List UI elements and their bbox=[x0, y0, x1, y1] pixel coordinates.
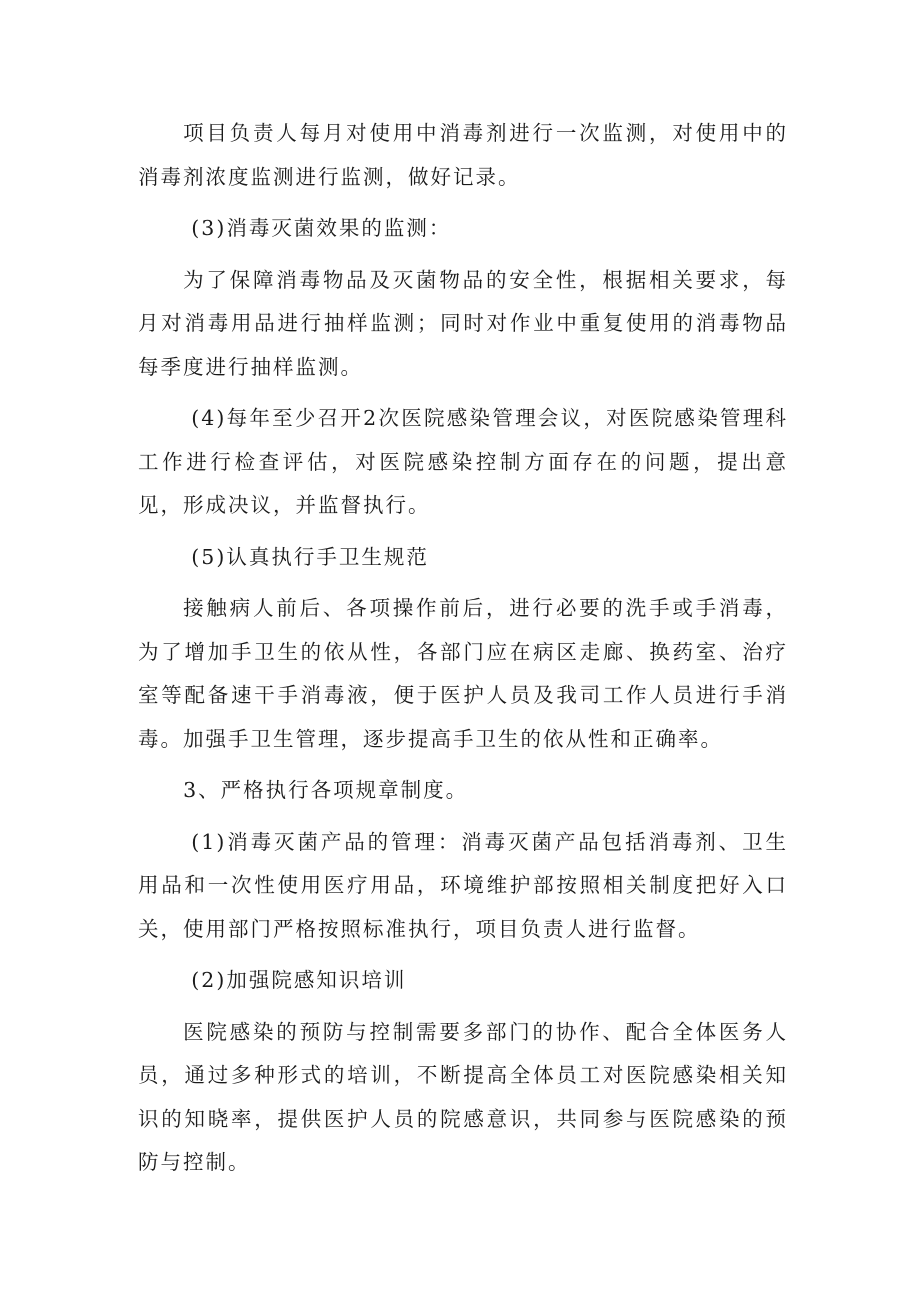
paragraph-infection-meetings: (4)每年至少召开2次医院感染管理会议，对医院感染管理科工作进行检查评估，对医院感染控制方面存在的问题，提出意见，形成决议，并监督执行。 bbox=[138, 406, 788, 517]
paragraph-sampling-monitoring: 为了保障消毒物品及灭菌物品的安全性，根据相关要求，每月对消毒用品进行抽样监测；同时对作业中重复使用的消毒物品每季度进行抽样监测。 bbox=[138, 267, 788, 379]
heading-infection-training: (2)加强院感知识培训 bbox=[191, 968, 407, 992]
paragraph-hand-washing: 接触病人前后、各项操作前后，进行必要的洗手或手消毒，为了增加手卫生的依从性，各部门应在病区走廊、换药室、治疗室等配备速干手消毒液，便于医护人员及我司工作人员进行手消毒。加强手卫生管理，逐步提高手卫生的依从性和正确率。 bbox=[138, 596, 788, 751]
heading-disinfection-effect-monitoring: (3)消毒灭菌效果的监测： bbox=[191, 216, 452, 240]
document-body bbox=[138, 112, 788, 1185]
paragraph-disinfection-products: (1)消毒灭菌产品的管理：消毒灭菌产品包括消毒剂、卫生用品和一次性使用医疗用品，环境维护部按照相关制度把好入口关，使用部门严格按照标准执行，项目负责人进行监督。 bbox=[138, 829, 788, 941]
paragraph-training-details: 医院感染的预防与控制需要多部门的协作、配合全体医务人员，通过多种形式的培训，不断提高全体员工对医院感染相关知识的知晓率，提供医护人员的院感意识，共同参与医院感染的预防与控制。 bbox=[138, 1019, 788, 1174]
heading-strict-rules: 3、严格执行各项规章制度。 bbox=[183, 778, 469, 802]
heading-hand-hygiene: (5)认真执行手卫生规范 bbox=[191, 544, 429, 569]
paragraph-monthly-disinfectant-monitoring: 项目负责人每月对使用中消毒剂进行一次监测，对使用中的消毒剂浓度监测进行监测，做好记录。 bbox=[138, 121, 788, 189]
